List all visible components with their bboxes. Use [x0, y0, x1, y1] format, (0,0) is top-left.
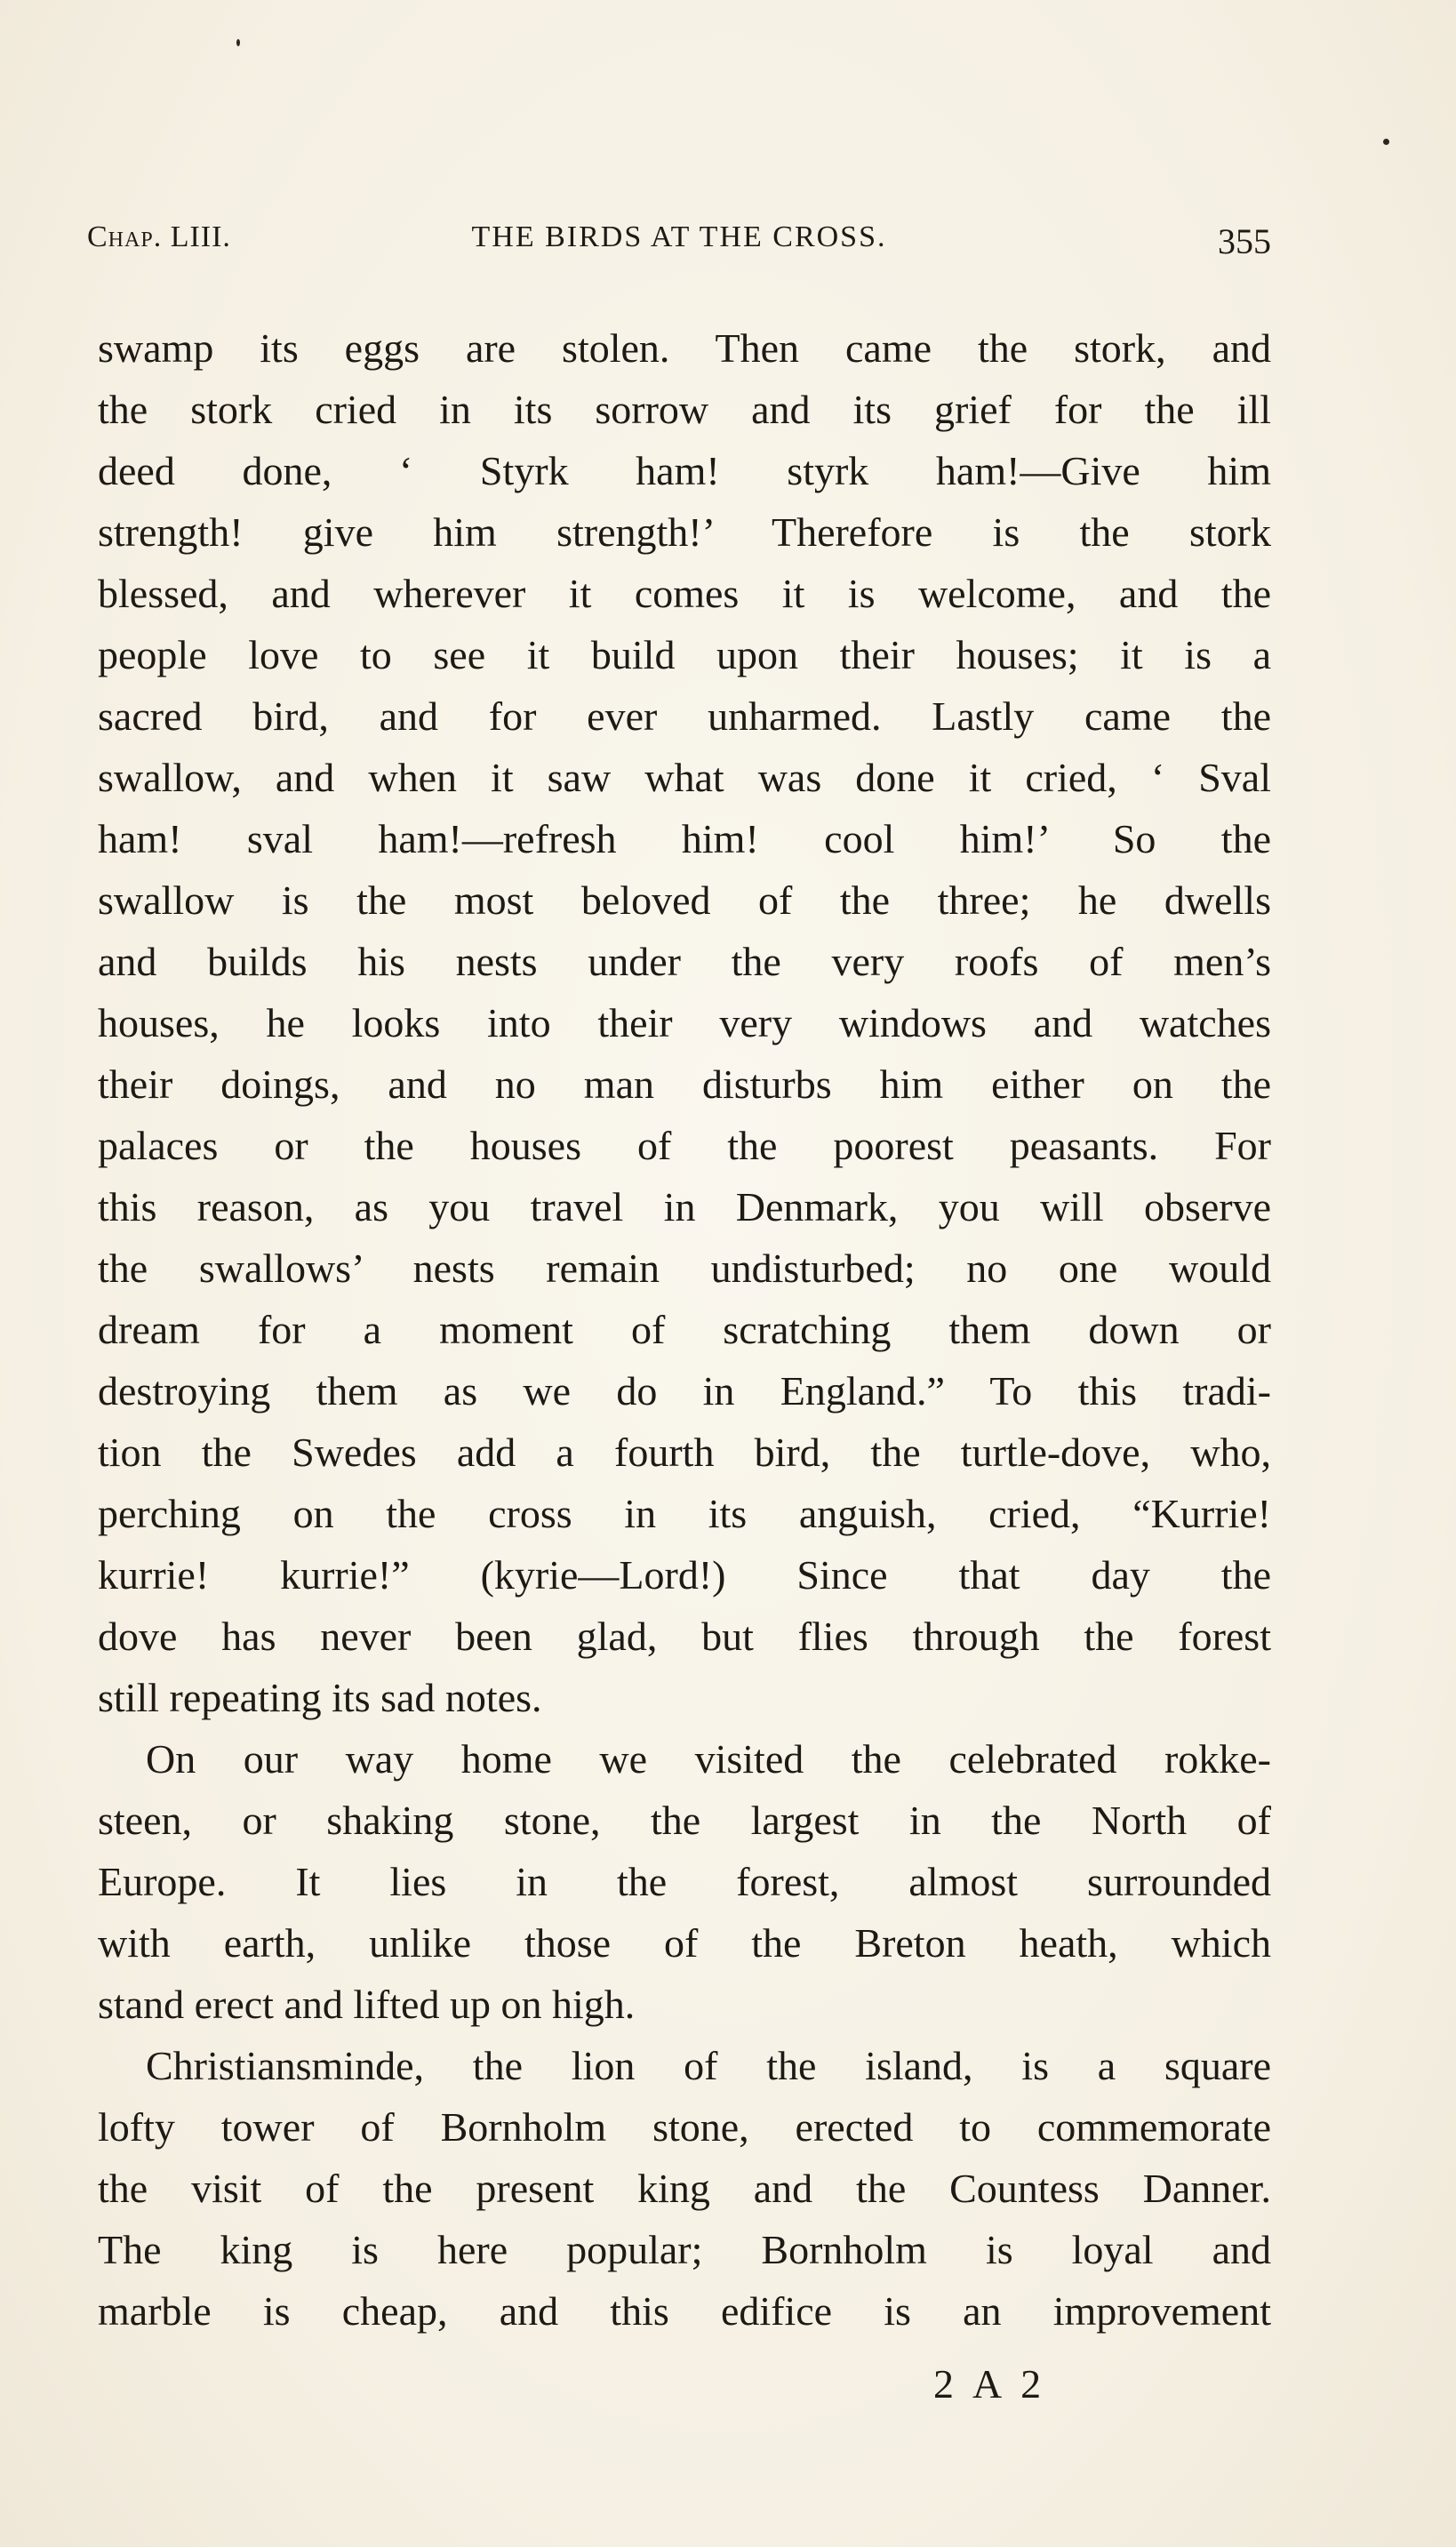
text-line: blessed, and wherever it comes it is welcome, and the	[98, 571, 1271, 616]
text-line: tion the Swedes add a fourth bird, the turtle-dove, who,	[98, 1430, 1271, 1475]
text-line: their doings, and no man disturbs him either on the	[98, 1061, 1271, 1107]
text-line: lofty tower of Bornholm stone, erected to commemorate	[98, 2104, 1271, 2150]
signature-mark: 2 A 2	[933, 2361, 1047, 2407]
paragraph-start-line: On our way home we visited the celebrated rokke-	[146, 1736, 1271, 1782]
text-line: the visit of the present king and the Countess Danner.	[98, 2166, 1271, 2211]
text-line: and builds his nests under the very roofs of men’s	[98, 939, 1271, 984]
page-number: 355	[1218, 221, 1271, 261]
text-line: the stork cried in its sorrow and its grief for the ill	[98, 387, 1271, 432]
chapter-label: Chap. LIII.	[87, 220, 231, 253]
text-line: the swallows’ nests remain undisturbed; no one would	[98, 1245, 1271, 1291]
text-line: destroying them as we do in England.” To this tradi-	[98, 1368, 1271, 1414]
paragraph-end-line: stand erect and lifted up on high.	[98, 1982, 636, 2027]
text-line: this reason, as you travel in Denmark, you will observe	[98, 1184, 1271, 1229]
text-line: dove has never been glad, but flies through the forest	[98, 1614, 1271, 1659]
text-line: people love to see it build upon their houses; it is a	[98, 632, 1271, 677]
text-line: swallow is the most beloved of the three; he dwells	[98, 877, 1271, 923]
text-line: Europe. It lies in the forest, almost surrounded	[98, 1859, 1271, 1904]
text-line: swallow, and when it saw what was done it cried, ‘ Sval	[98, 755, 1271, 800]
page-title: THE BIRDS AT THE CROSS.	[471, 220, 887, 253]
text-line: steen, or shaking stone, the largest in the North of	[98, 1798, 1271, 1843]
text-line: dream for a moment of scratching them down or	[98, 1307, 1271, 1352]
text-line: palaces or the houses of the poorest peasants. For	[98, 1123, 1271, 1168]
body-text	[98, 317, 1271, 2342]
ink-speck	[1383, 139, 1389, 145]
text-line: marble is cheap, and this edifice is an improvement	[98, 2288, 1271, 2334]
running-head	[87, 220, 1271, 265]
text-line: houses, he looks into their very windows and watches	[98, 1000, 1271, 1045]
text-line: strength! give him strength!’ Therefore is the stork	[98, 509, 1271, 555]
text-line: sacred bird, and for ever unharmed. Lastly came the	[98, 693, 1271, 739]
text-line: deed done, ‘ Styrk ham! styrk ham!—Give him	[98, 448, 1271, 493]
text-line: swamp its eggs are stolen. Then came the stork, and	[98, 325, 1271, 371]
text-line: perching on the cross in its anguish, cried, “Kurrie!	[98, 1491, 1271, 1536]
paragraph-start-line: Christiansminde, the lion of the island, is a square	[146, 2043, 1271, 2088]
text-line: The king is here popular; Bornholm is loyal and	[98, 2227, 1271, 2272]
ink-speck	[236, 39, 240, 46]
paragraph-end-line: still repeating its sad notes.	[98, 1675, 542, 1720]
text-line: with earth, unlike those of the Breton heath, which	[98, 1920, 1271, 1966]
text-line: ham! sval ham!—refresh him! cool him!’ So the	[98, 816, 1271, 861]
text-line: kurrie! kurrie!” (kyrie—Lord!) Since that day the	[98, 1552, 1271, 1598]
